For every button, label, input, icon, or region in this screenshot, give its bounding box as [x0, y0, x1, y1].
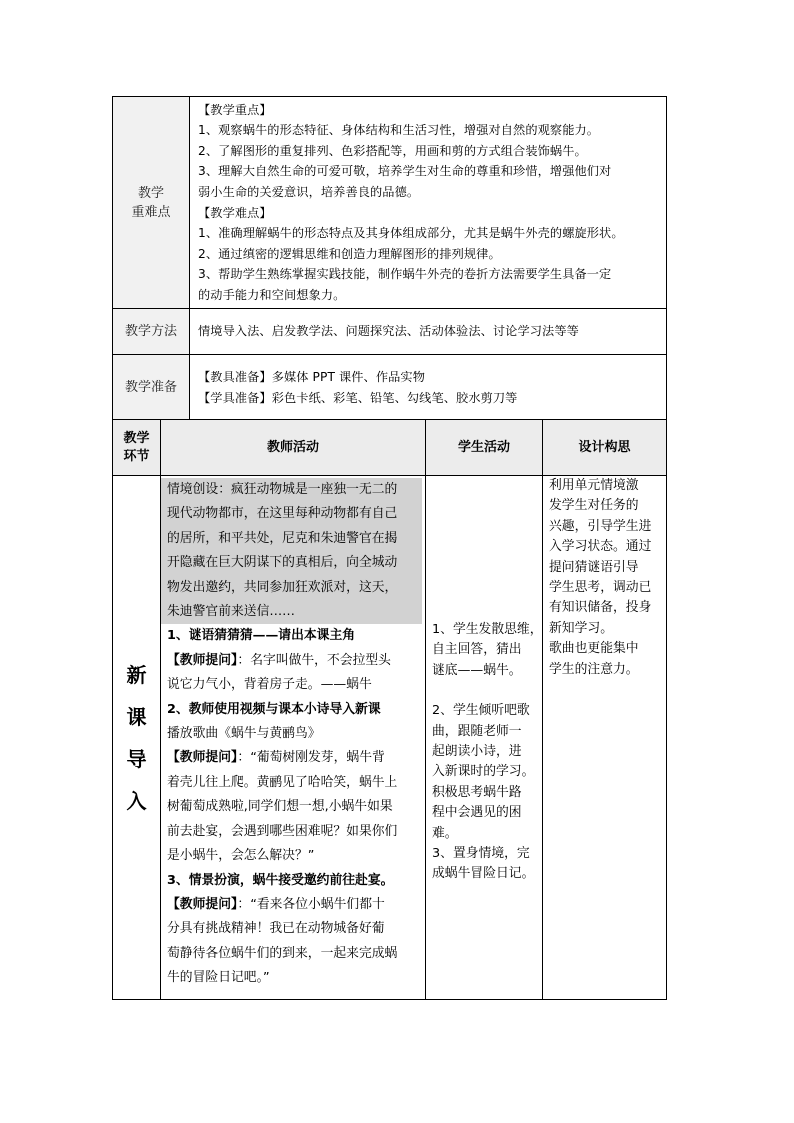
scenario-line: 的居所，和平共处，尼克和朱迪警官在揭: [161, 527, 422, 551]
step3-question-cont: 分具有挑战精神！我已在动物城备好葡: [167, 921, 385, 937]
teacher-activity-cell: [161, 476, 426, 1000]
focus-label-cell: [113, 97, 190, 309]
difficulty-point-1: 1、准确理解蜗牛的形态特点及其身体组成部分，尤其是蜗牛外壳的螺旋形状。: [198, 226, 624, 241]
scenario-line: 朱迪警官前来送信……: [161, 600, 422, 624]
focus-point-1: 1、观察蜗牛的形态特征、身体结构和生活习性，增强对自然的观察能力。: [198, 123, 600, 138]
step2-question-cont: 是小蜗牛，会怎么解决？”: [167, 848, 315, 864]
stage-header-line1: 教学: [123, 430, 150, 446]
student-line: 曲，跟随老师一: [432, 723, 522, 739]
design-line: 学生的注意力。: [549, 661, 639, 677]
student-activity-cell: [426, 476, 543, 1000]
step1-question-text: ：名字叫做牛，不会拉型头: [237, 652, 391, 668]
teacher-header: 教师活动: [161, 420, 426, 476]
focus-heading: 【教学重点】: [198, 102, 272, 117]
design-line: 有知识储备，投身: [549, 600, 652, 616]
step2-question-text: ：“葡萄树刚发芽，蜗牛背: [237, 750, 385, 766]
design-line: 发学生对任务的: [549, 498, 639, 514]
stage-cell: [113, 476, 161, 1000]
step1-title: 1、谜语猜猜猜——请出本课主角: [167, 628, 356, 644]
prep-teacher-tools: 【教具准备】多媒体 PPT 课件、作品实物: [198, 369, 425, 384]
step3-question-cont: 牛的冒险日记吧。”: [167, 970, 270, 986]
focus-label-line2: 重难点: [131, 204, 171, 220]
design-line: 提问猜谜语引导: [549, 559, 639, 575]
step2-song-line: 播放歌曲《蜗牛与黄鹂鸟》: [167, 726, 321, 742]
focus-label-line1: 教学: [137, 185, 164, 201]
step1-question-tag: 【教师提问】: [167, 652, 238, 668]
step3-question-text: ：“看来各位小蜗牛们都十: [237, 896, 385, 912]
process-header-row: [113, 420, 667, 476]
method-label: 教学方法: [113, 309, 190, 355]
method-content: 情境导入法、启发教学法、问题探究法、活动体验法、讨论学习法等等: [190, 309, 667, 355]
student-line: 程中会遇见的困: [432, 805, 522, 821]
step1-question-line: [161, 649, 425, 673]
scenario-line: 现代动物都市，在这里每种动物都有自己: [161, 502, 422, 526]
student-line: 自主回答，猜出: [432, 642, 522, 658]
prep-row: [113, 355, 667, 421]
focus-point-3b: 弱小生命的关爱意识，培养善良的品德。: [198, 184, 420, 199]
focus-content: [190, 97, 667, 309]
process-table: [112, 419, 667, 1000]
stage-header-line2: 环节: [123, 448, 150, 464]
student-line: 起朗读小诗，进: [432, 744, 522, 760]
stage-header: [113, 420, 161, 476]
step2-question-line: [161, 746, 425, 770]
design-line: 新知学习。: [549, 620, 613, 636]
scenario-line: 物发出邀约，共同参加狂欢派对，这天，: [161, 576, 422, 600]
step2-title: 2、教师使用视频与课本小诗导入新课: [167, 701, 381, 717]
focus-point-2: 2、了解图形的重复排列、色彩搭配等，用画和剪的方式组合装饰蜗牛。: [198, 143, 587, 158]
step2-question-cont: 着壳儿往上爬。黄鹂见了哈哈笑，蜗牛上: [167, 774, 398, 790]
design-cell: [543, 476, 667, 1000]
difficulty-point-3a: 3、帮助学生熟练掌握实践技能，制作蜗牛外壳的卷折方法需要学生具备一定: [198, 267, 612, 282]
difficulty-point-2: 2、通过缜密的逻辑思维和创造力理解图形的排列规律。: [198, 246, 501, 261]
student-line: 入新课时的学习。: [432, 764, 535, 780]
scenario-line: 开隐藏在巨大阴谋下的真相后，向全城动: [161, 551, 422, 575]
student-spacer: [432, 681, 538, 701]
student-line: 谜底——蜗牛。: [432, 662, 522, 678]
prep-label: 教学准备: [113, 355, 190, 421]
overview-table: [112, 96, 667, 421]
stage-char-3: 导: [126, 746, 147, 771]
design-line: 歌曲也更能集中: [549, 641, 639, 657]
difficulty-point-3b: 的动手能力和空间想象力。: [198, 287, 346, 302]
student-line: 积极思考蜗牛路: [432, 784, 522, 800]
student-line: 1、学生发散思维，: [432, 622, 543, 637]
step2-question-cont: 前去赴宴，会遇到哪些困难呢？如果你们: [167, 823, 398, 839]
student-line: 3、置身情境，完: [432, 846, 530, 862]
focus-point-3a: 3、理解大自然生命的可爱可敬，培养学生对生命的尊重和珍惜，增强他们对: [198, 164, 612, 179]
design-line: 入学习状态。通过: [549, 539, 652, 555]
prep-student-tools: 【学具准备】彩色卡纸、彩笔、铅笔、勾线笔、胶水剪刀等: [198, 390, 518, 405]
design-line: 学生思考，调动已: [549, 580, 652, 596]
stage-char-2: 课: [126, 704, 147, 729]
step3-question-cont: 萄静待各位蜗牛们的到来，一起来完成蜗: [167, 945, 398, 961]
focus-row: [113, 97, 667, 309]
step2-question-tag: 【教师提问】: [167, 750, 238, 766]
stage-char-1: 新: [126, 662, 147, 687]
design-line: 兴趣，引导学生进: [549, 518, 652, 534]
step3-question-tag: 【教师提问】: [167, 896, 238, 912]
step3-question-line: [161, 893, 425, 917]
design-header: 设计构思: [543, 420, 667, 476]
step3-title: 3、情景扮演，蜗牛接受邀约前往赴宴。: [167, 872, 394, 888]
student-line: 难。: [432, 825, 458, 841]
student-header: 学生活动: [426, 420, 543, 476]
intro-row: [113, 476, 667, 1000]
method-row: [113, 309, 667, 355]
difficulty-heading: 【教学难点】: [198, 205, 272, 220]
design-line: 利用单元情境激: [549, 478, 639, 493]
scenario-line: 情境创设：疯狂动物城是一座独一无二的: [161, 478, 422, 502]
step2-question-cont: 树葡萄成熟啦,同学们想一想,小蜗牛如果: [167, 799, 393, 815]
student-line: 成蜗牛冒险日记。: [432, 866, 535, 882]
stage-char-4: 入: [126, 788, 147, 813]
step1-answer-line: 说它力气小，背着房子走。——蜗牛: [167, 677, 372, 693]
student-line: 2、学生倾听吧歌: [432, 703, 530, 719]
prep-content: [190, 355, 667, 421]
